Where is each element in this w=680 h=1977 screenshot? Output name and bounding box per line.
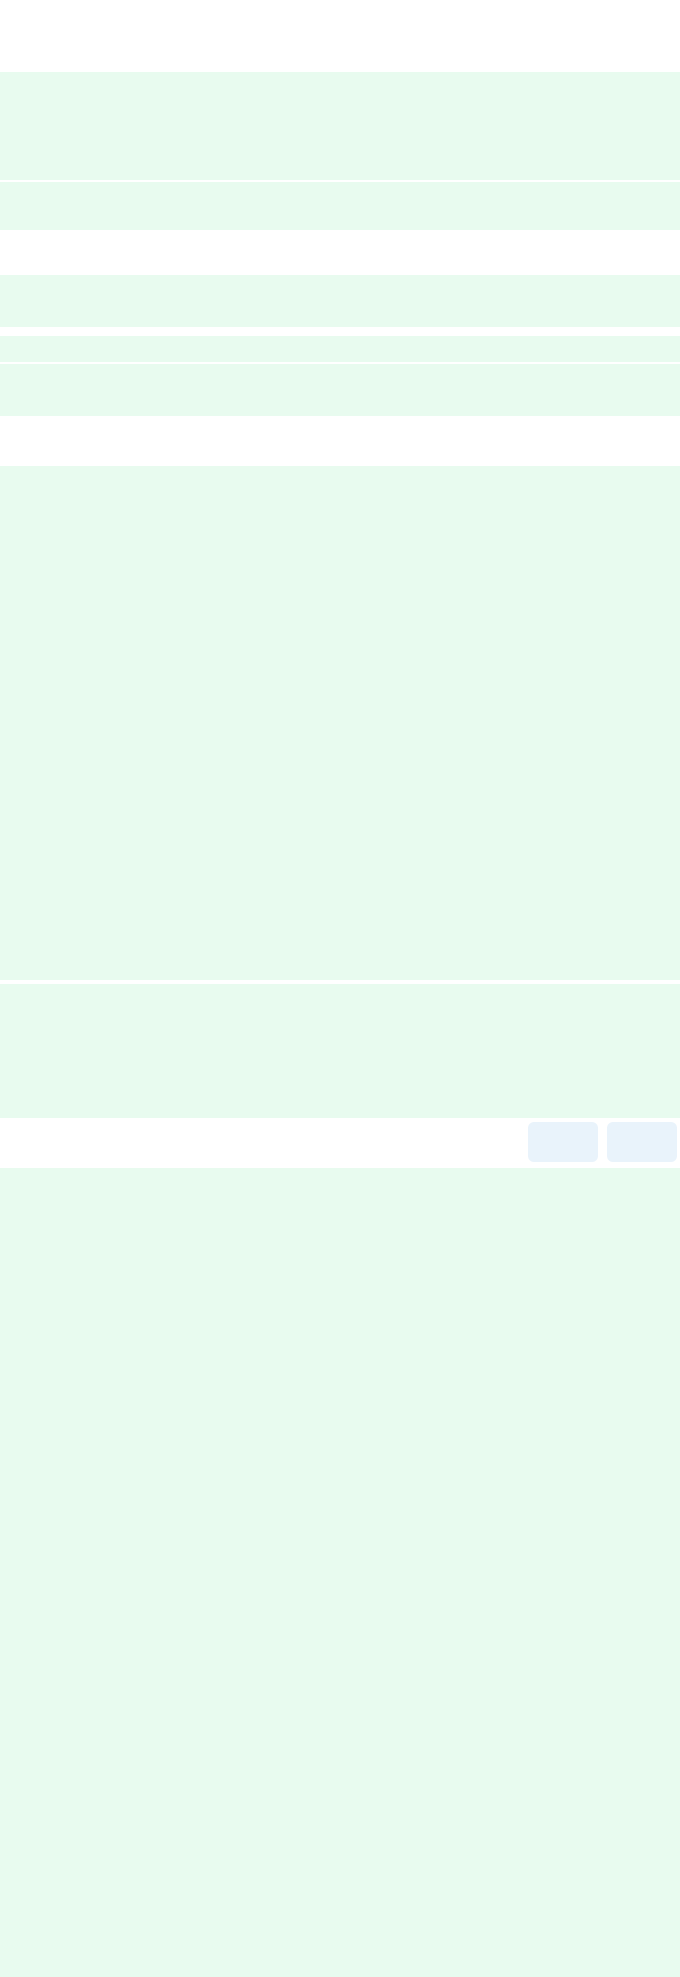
site-header <box>0 0 680 22</box>
exercise-navigation-bar <box>0 1118 680 1168</box>
solution-block <box>0 364 680 416</box>
solution-block <box>0 72 680 180</box>
solution-block <box>0 420 680 464</box>
solution-block <box>0 984 680 1118</box>
solution-block <box>0 182 680 230</box>
prev-exercise-button[interactable] <box>528 1122 598 1162</box>
next-exercise-button[interactable] <box>607 1122 677 1162</box>
solution-block <box>0 22 680 50</box>
solution-block <box>0 466 680 980</box>
solution-block <box>0 1168 680 1977</box>
solution-block <box>0 336 680 362</box>
solution-block <box>0 275 680 327</box>
solution-block <box>0 232 680 272</box>
